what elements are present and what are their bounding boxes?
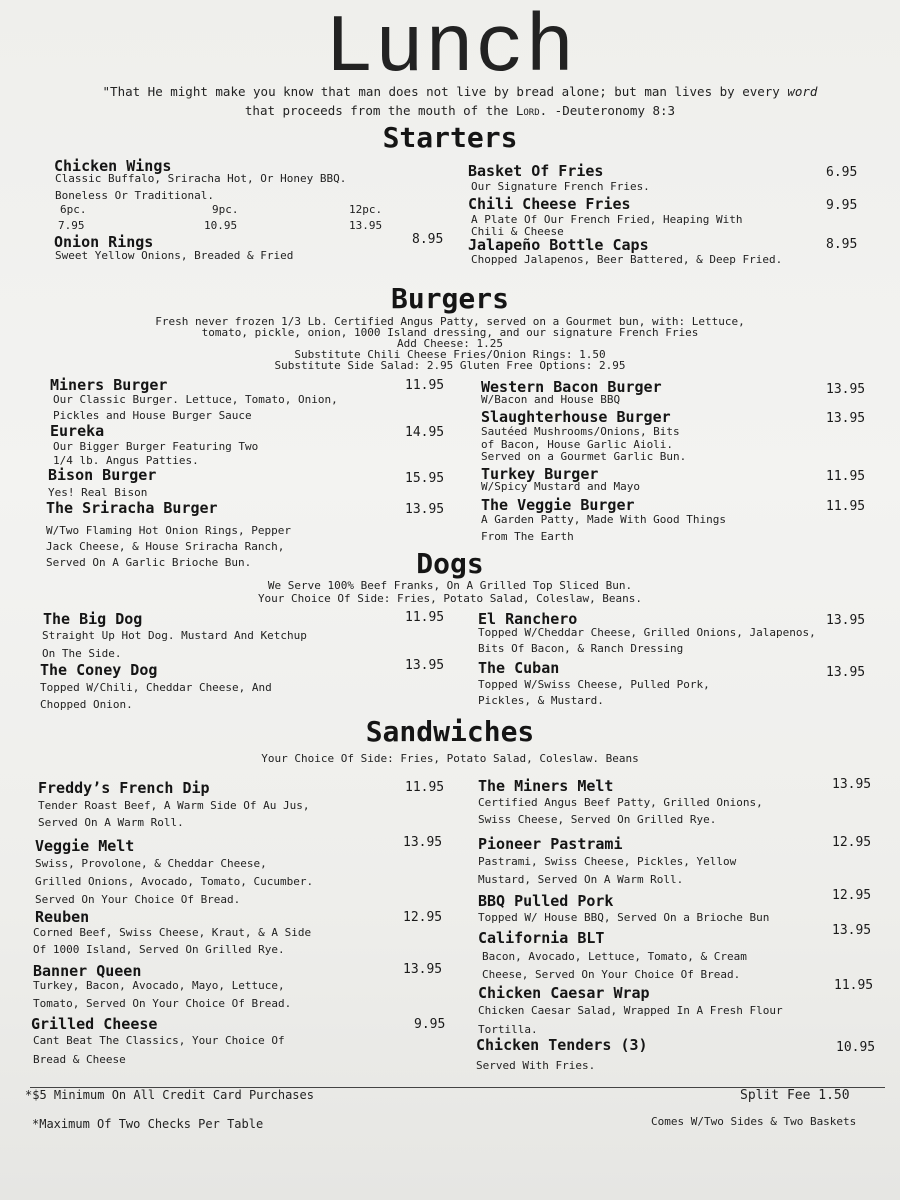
item-name-slaughterhouse-burger: Slaughterhouse Burger	[481, 408, 671, 426]
item-desc: Topped W/Swiss Cheese, Pulled Pork,	[478, 678, 710, 691]
item-desc: Classic Buffalo, Sriracha Hot, Or Honey BBQ.	[55, 172, 347, 185]
item-desc: Chicken Caesar Salad, Wrapped In A Fresh Flour	[478, 1004, 783, 1017]
burgers-note: Substitute Chili Cheese Fries/Onion Rings: 1.50	[294, 348, 606, 361]
item-name-bison-burger: Bison Burger	[48, 466, 157, 484]
item-price: 15.95	[405, 471, 445, 486]
item-desc: Cheese, Served On Your Choice Of Bread.	[482, 968, 741, 981]
item-name-chicken-wings: Chicken Wings	[54, 157, 172, 175]
item-desc: Our Classic Burger. Lettuce, Tomato, Onion,	[53, 393, 338, 406]
item-price: 10.95	[836, 1040, 876, 1055]
item-desc: Bread & Cheese	[33, 1053, 126, 1066]
item-name-veggie-melt: Veggie Melt	[35, 837, 135, 855]
item-price: 11.95	[405, 780, 445, 795]
item-name-sriracha-burger: The Sriracha Burger	[46, 499, 218, 517]
item-price: 11.95	[826, 499, 866, 514]
dogs-note: We Serve 100% Beef Franks, On A Grilled Top Sliced Bun.	[267, 579, 633, 592]
item-desc: Turkey, Bacon, Avocado, Mayo, Lettuce,	[33, 979, 285, 992]
item-name-western-bacon-burger: Western Bacon Burger	[481, 378, 662, 396]
checks-note: *Maximum Of Two Checks Per Table	[32, 1117, 264, 1131]
item-desc: Straight Up Hot Dog. Mustard And Ketchup	[42, 629, 307, 642]
item-desc: Yes! Real Bison	[48, 486, 148, 499]
item-desc: On The Side.	[42, 647, 122, 660]
item-desc: W/Bacon and House BBQ	[481, 393, 621, 406]
item-name-chicken-caesar-wrap: Chicken Caesar Wrap	[478, 984, 650, 1002]
wings-size-label: 6pc.	[60, 203, 87, 216]
item-desc: of Bacon, House Garlic Aioli.	[481, 438, 674, 451]
item-desc: From The Earth	[481, 530, 574, 543]
item-name-freddys-french-dip: Freddy’s French Dip	[38, 779, 210, 797]
wings-size-price: 13.95	[349, 219, 383, 232]
item-desc: Of 1000 Island, Served On Grilled Rye.	[33, 943, 285, 956]
dogs-note: Your Choice Of Side: Fries, Potato Salad, Coleslaw, Beans.	[257, 592, 643, 605]
item-desc: Grilled Onions, Avocado, Tomato, Cucumber.	[35, 875, 314, 888]
item-desc: Sautéed Mushrooms/Onions, Bits	[481, 425, 680, 438]
credit-card-note: *$5 Minimum On All Credit Card Purchases	[25, 1088, 314, 1102]
item-price: 11.95	[834, 978, 874, 993]
item-desc: Sweet Yellow Onions, Breaded & Fried	[55, 249, 294, 262]
item-desc: Topped W/ House BBQ, Served On a Brioche Bun	[478, 911, 770, 924]
item-price: 9.95	[414, 1017, 446, 1032]
item-price: 13.95	[405, 658, 445, 673]
item-desc: Cant Beat The Classics, Your Choice Of	[33, 1034, 285, 1047]
sandwiches-note: Your Choice Of Side: Fries, Potato Salad, Coleslaw. Beans	[261, 752, 639, 765]
wings-size-price: 7.95	[58, 219, 85, 232]
item-desc: Topped W/Chili, Cheddar Cheese, And	[40, 681, 272, 694]
wings-size-label: 9pc.	[212, 203, 239, 216]
item-desc: Served With Fries.	[476, 1059, 596, 1072]
wings-size-price: 10.95	[204, 219, 238, 232]
item-price: 13.95	[832, 923, 872, 938]
item-desc: Pickles and House Burger Sauce	[53, 409, 252, 422]
item-desc: Served On Your Choice Of Bread.	[35, 893, 241, 906]
item-name-onion-rings: Onion Rings	[54, 233, 154, 251]
item-desc: A Plate Of Our French Fried, Heaping With	[471, 213, 743, 226]
item-desc: Served On A Warm Roll.	[38, 816, 184, 829]
item-desc: Jack Cheese, & House Sriracha Ranch,	[46, 540, 285, 553]
burgers-note: Substitute Side Salad: 2.95 Gluten Free Options: 2.95	[274, 359, 626, 372]
item-desc: Served On A Garlic Brioche Bun.	[46, 556, 252, 569]
item-name-basket-of-fries: Basket Of Fries	[468, 162, 604, 180]
item-desc: Our Bigger Burger Featuring Two	[53, 440, 259, 453]
item-name-pioneer-pastrami: Pioneer Pastrami	[478, 835, 623, 853]
burgers-note: Add Cheese: 1.25	[397, 337, 503, 350]
item-desc: Chopped Onion.	[40, 698, 133, 711]
item-price: 14.95	[405, 425, 445, 440]
wings-size-label: 12pc.	[349, 203, 383, 216]
scripture-quote: "That He might make you know that man does not live by bread alone; but man lives by every word that proceeds from the mouth of the Lord. -Deuteronomy 8:3	[102, 84, 818, 118]
item-desc: Certified Angus Beef Patty, Grilled Onions,	[478, 796, 763, 809]
item-price: 13.95	[403, 962, 443, 977]
burgers-note: Fresh never frozen 1/3 Lb. Certified Angus Patty, served on a Gourmet bun, with: Lettuce,	[155, 315, 745, 328]
item-desc: Tomato, Served On Your Choice Of Bread.	[33, 997, 292, 1010]
item-price: 12.95	[832, 835, 872, 850]
item-price: 13.95	[832, 777, 872, 792]
item-name-veggie-burger: The Veggie Burger	[481, 496, 635, 514]
item-price: 13.95	[826, 665, 866, 680]
section-heading-sandwiches: Sandwiches	[365, 715, 535, 748]
item-desc: Corned Beef, Swiss Cheese, Kraut, & A Side	[33, 926, 312, 939]
item-desc: Pickles, & Mustard.	[478, 694, 604, 707]
item-name-chicken-tenders: Chicken Tenders (3)	[476, 1036, 648, 1054]
item-desc: W/Spicy Mustard and Mayo	[481, 480, 640, 493]
item-name-jalapeno-bottle-caps: Jalapeño Bottle Caps	[468, 236, 649, 254]
item-desc: Bits Of Bacon, & Ranch Dressing	[478, 642, 684, 655]
item-desc: Boneless Or Traditional.	[55, 189, 214, 202]
item-desc: Tortilla.	[478, 1023, 538, 1036]
item-desc: Pastrami, Swiss Cheese, Pickles, Yellow	[478, 855, 737, 868]
item-desc: Tender Roast Beef, A Warm Side Of Au Jus,	[38, 799, 310, 812]
item-desc: Our Signature French Fries.	[471, 180, 650, 193]
item-desc: Mustard, Served On A Warm Roll.	[478, 873, 684, 886]
section-heading-dogs: Dogs	[416, 547, 484, 580]
item-price: 13.95	[405, 502, 445, 517]
item-price: 13.95	[403, 835, 443, 850]
item-name-eureka: Eureka	[50, 422, 105, 440]
item-desc: Swiss, Provolone, & Cheddar Cheese,	[35, 857, 267, 870]
item-price: 12.95	[832, 888, 872, 903]
item-price: 13.95	[826, 382, 866, 397]
section-heading-burgers: Burgers	[390, 282, 509, 315]
item-desc: Chili & Cheese	[471, 225, 564, 238]
section-heading-starters: Starters	[382, 121, 518, 154]
item-name-chili-cheese-fries: Chili Cheese Fries	[468, 195, 631, 213]
item-desc: Topped W/Cheddar Cheese, Grilled Onions, Jalapenos,	[478, 626, 816, 639]
item-price: 8.95	[826, 237, 858, 252]
item-desc: W/Two Flaming Hot Onion Rings, Pepper	[46, 524, 292, 537]
item-name-reuben: Reuben	[35, 908, 90, 926]
split-fee: Split Fee 1.50	[740, 1088, 850, 1103]
item-name-banner-queen: Banner Queen	[33, 962, 142, 980]
item-price: 11.95	[405, 610, 445, 625]
item-name-turkey-burger: Turkey Burger	[481, 465, 599, 483]
item-price: 6.95	[826, 165, 858, 180]
item-name-bbq-pulled-pork: BBQ Pulled Pork	[478, 892, 614, 910]
item-name-california-blt: California BLT	[478, 929, 605, 947]
item-name-miners-melt: The Miners Melt	[478, 777, 614, 795]
item-price: 9.95	[826, 198, 858, 213]
item-desc: A Garden Patty, Made With Good Things	[481, 513, 727, 526]
split-fee-note: Comes W/Two Sides & Two Baskets	[651, 1115, 857, 1128]
item-name-el-ranchero: El Ranchero	[478, 610, 578, 628]
item-name-grilled-cheese: Grilled Cheese	[31, 1015, 158, 1033]
item-price: 11.95	[826, 469, 866, 484]
item-name-miners-burger: Miners Burger	[50, 376, 168, 394]
item-price: 8.95	[412, 232, 444, 247]
item-desc: Swiss Cheese, Served On Grilled Rye.	[478, 813, 717, 826]
item-price: 12.95	[403, 910, 443, 925]
item-name-big-dog: The Big Dog	[43, 610, 143, 628]
burgers-note: tomato, pickle, onion, 1000 Island dressing, and our signature French Fries	[201, 326, 699, 339]
page-title: Lunch	[324, 2, 576, 95]
item-desc: Chopped Jalapenos, Beer Battered, & Deep Fried.	[471, 253, 783, 266]
item-desc: 1/4 lb. Angus Patties.	[53, 454, 199, 467]
item-desc: Served on a Gourmet Garlic Bun.	[481, 450, 687, 463]
item-name-the-cuban: The Cuban	[478, 659, 560, 677]
item-price: 13.95	[826, 411, 866, 426]
item-price: 13.95	[826, 613, 866, 628]
item-name-coney-dog: The Coney Dog	[40, 661, 158, 679]
item-price: 11.95	[405, 378, 445, 393]
item-desc: Bacon, Avocado, Lettuce, Tomato, & Cream	[482, 950, 747, 963]
